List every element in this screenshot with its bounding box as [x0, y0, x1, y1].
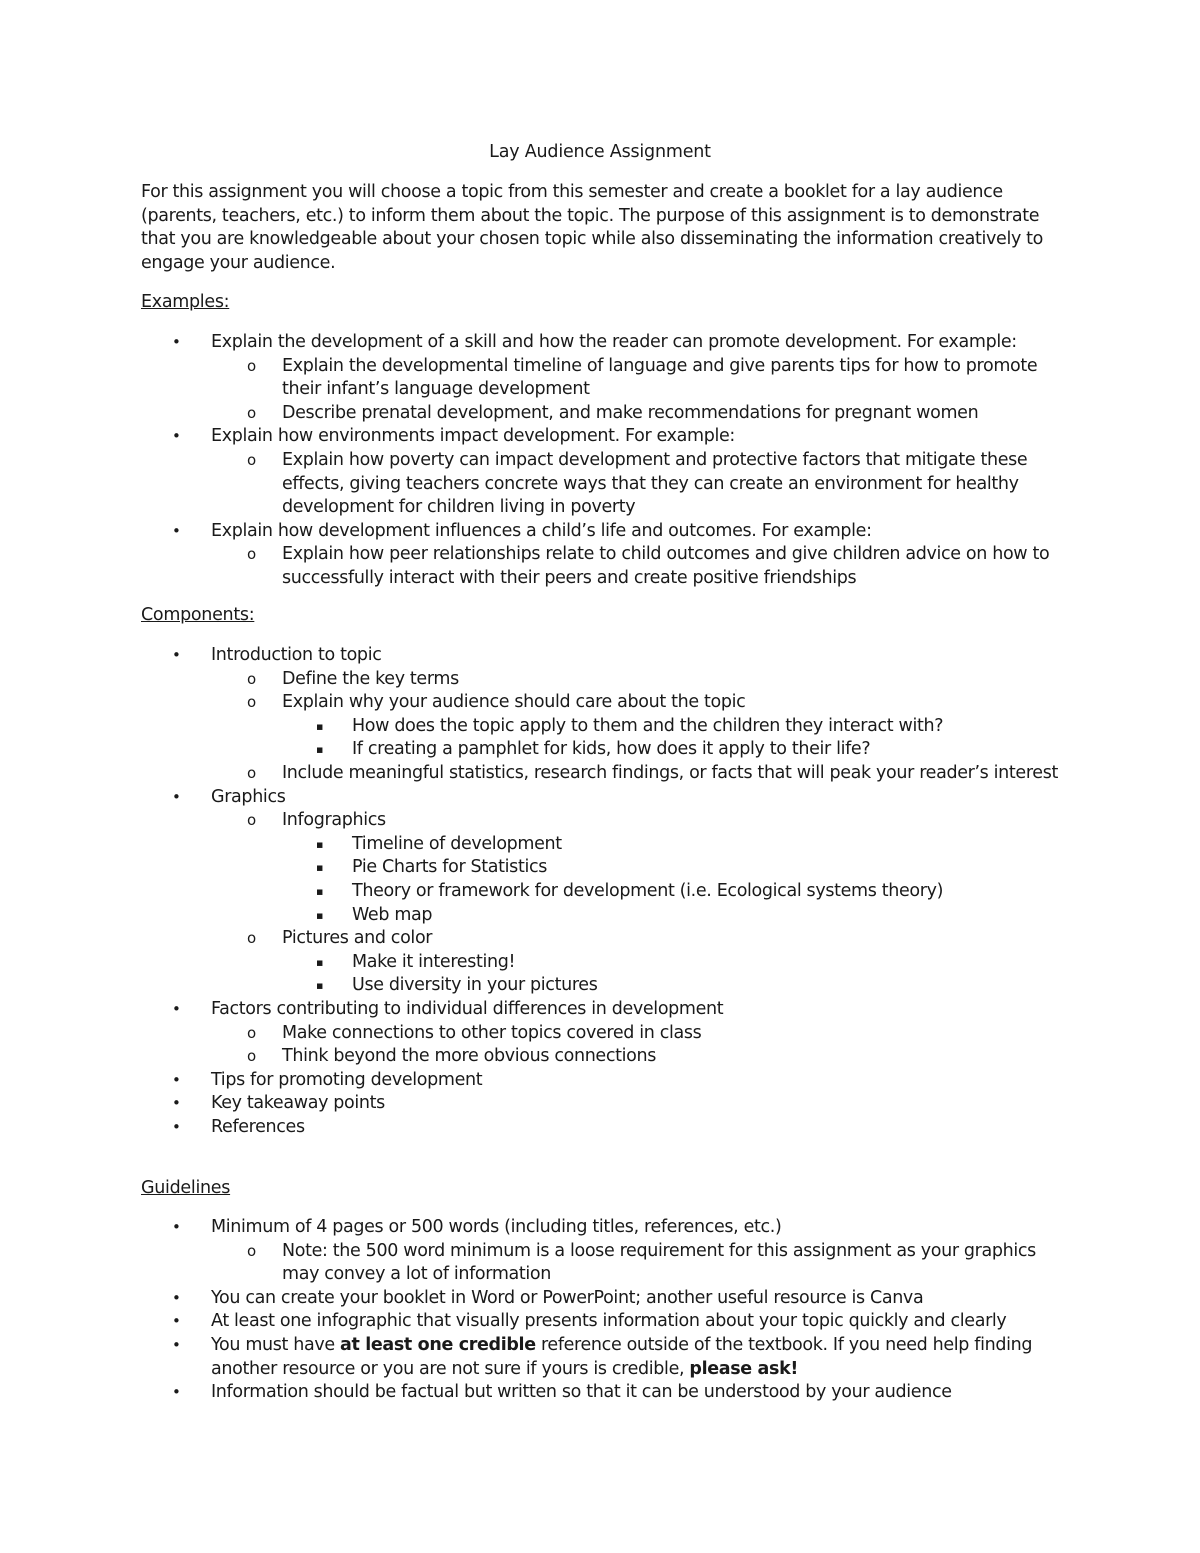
document-title: Lay Audience Assignment — [489, 142, 711, 162]
list-item: • Factors contributing to individual differences in development — [141, 998, 1071, 1022]
bullet-icon: • — [172, 1218, 181, 1236]
bullet-icon: ▪ — [316, 908, 324, 922]
bullet-icon: • — [172, 646, 181, 664]
list-item: ▪ Use diversity in your pictures — [141, 974, 1071, 998]
list-item: o Think beyond the more obvious connections — [141, 1045, 1071, 1069]
bullet-icon: ▪ — [316, 955, 324, 969]
bullet-icon: ▪ — [316, 861, 324, 875]
list-item: ▪ If creating a pamphlet for kids, how does it apply to their life? — [141, 738, 1071, 762]
list-item: • Explain how environments impact development. For example: — [141, 425, 1071, 449]
list-item: o Explain the developmental timeline of language and give parents tips for how to promote their infant’s language development — [247, 355, 1038, 400]
list-item: o Explain how peer relationships relate to child outcomes and give children advice on how to successfully interact with their peers and create positive friendships — [247, 544, 1050, 588]
bullet-icon: • — [172, 1288, 181, 1307]
list-item: o Make connections to other topics covered in class — [141, 1022, 1071, 1046]
bullet-icon: o — [247, 403, 256, 422]
bullet-icon: o — [247, 1023, 256, 1042]
list-item: • Introduction to topic — [141, 644, 1071, 668]
bullet-icon: o — [247, 693, 256, 712]
list-item: ▪ Timeline of development — [141, 833, 1071, 857]
bullet-icon: • — [172, 1094, 181, 1113]
list-item: o Infographics — [141, 809, 1071, 833]
bullet-icon: • — [172, 427, 181, 446]
guidelines-heading: Guidelines — [141, 1178, 231, 1198]
list-item: o Pictures and color — [141, 927, 1071, 951]
bullet-icon: • — [172, 1383, 181, 1402]
bullet-icon: o — [247, 811, 256, 830]
bullet-icon: o — [247, 763, 256, 782]
bullet-icon: o — [247, 356, 256, 375]
list-item: • Explain how development influences a child’s life and outcomes. For example: — [141, 520, 1071, 544]
bullet-icon: • — [172, 1335, 181, 1354]
list-item: o Include meaningful statistics, research findings, or facts that will peak your reader’s interest — [141, 762, 1071, 786]
bullet-icon: o — [247, 1047, 256, 1066]
emphasis-text: at least one credible — [340, 1334, 536, 1355]
examples-heading: Examples: — [141, 292, 230, 312]
emphasis-text: please ask! — [689, 1358, 798, 1379]
bullet-icon: o — [247, 545, 256, 564]
bullet-icon: ▪ — [316, 743, 324, 757]
bullet-icon: ▪ — [316, 837, 324, 851]
list-item: o Note: the 500 word minimum is a loose requirement for this assignment as your graphics may convey a lot of information — [247, 1240, 1036, 1285]
list-item: o Explain how poverty can impact development and protective factors that mitigate these effects, giving teachers concrete ways that they can create an environment for healthy development for children living in poverty — [247, 449, 1028, 518]
components-heading: Components: — [141, 605, 255, 625]
list-item: • You must have at least one credible reference outside of the textbook. If you need help finding another resource or you are not sure if yours is credible, please ask! — [172, 1334, 1033, 1379]
list-item: • Tips for promoting development — [141, 1069, 1071, 1093]
bullet-icon: o — [247, 450, 256, 469]
bullet-icon: • — [172, 1070, 181, 1089]
list-item: • References — [141, 1116, 1071, 1140]
list-item: o Define the key terms — [141, 668, 1071, 692]
components-list — [141, 644, 1071, 1139]
list-item: • You can create your booklet in Word or PowerPoint; another useful resource is Canva — [141, 1287, 1071, 1311]
list-item: o Explain why your audience should care about the topic — [141, 691, 1071, 715]
examples-list — [141, 331, 1071, 591]
bullet-icon: ▪ — [316, 719, 324, 733]
guidelines-list — [141, 1216, 1071, 1405]
list-item: • At least one infographic that visually presents information about your topic quickly and clearly — [141, 1310, 1071, 1334]
bullet-icon: • — [172, 999, 181, 1018]
bullet-icon: o — [247, 929, 256, 948]
list-item: ▪ Theory or framework for development (i.e. Ecological systems theory) — [141, 880, 1071, 904]
list-item: ▪ How does the topic apply to them and the children they interact with? — [141, 715, 1071, 739]
list-item: • Information should be factual but written so that it can be understood by your audience — [141, 1381, 1071, 1405]
list-item: ▪ Pie Charts for Statistics — [141, 856, 1071, 880]
bullet-icon: o — [247, 1241, 256, 1260]
bullet-icon: • — [172, 787, 181, 806]
bullet-icon: • — [172, 1312, 181, 1331]
bullet-icon: • — [172, 333, 181, 351]
bullet-icon: • — [172, 1117, 181, 1136]
bullet-icon: ▪ — [316, 884, 324, 898]
list-item: • Minimum of 4 pages or 500 words (including titles, references, etc.) — [141, 1216, 1071, 1240]
intro-paragraph: For this assignment you will choose a topic from this semester and create a booklet for a lay audience (parents, teachers, etc.) to inform them about the topic. The purpose of this assignment is to demonstrate that you are knowledgeable about your chosen topic while also disseminating the information creatively to engage your audience. — [141, 182, 1044, 273]
bullet-icon: o — [247, 669, 256, 688]
list-item: • Explain the development of a skill and how the reader can promote development. For example: — [141, 331, 1071, 355]
list-item: ▪ Make it interesting! — [141, 951, 1071, 975]
list-item: ▪ Web map — [141, 904, 1071, 928]
list-item: o Describe prenatal development, and make recommendations for pregnant women — [141, 402, 1071, 426]
bullet-icon: ▪ — [316, 979, 324, 993]
list-item: • Graphics — [141, 786, 1071, 810]
list-item: • Key takeaway points — [141, 1092, 1071, 1116]
bullet-icon: • — [172, 521, 181, 540]
